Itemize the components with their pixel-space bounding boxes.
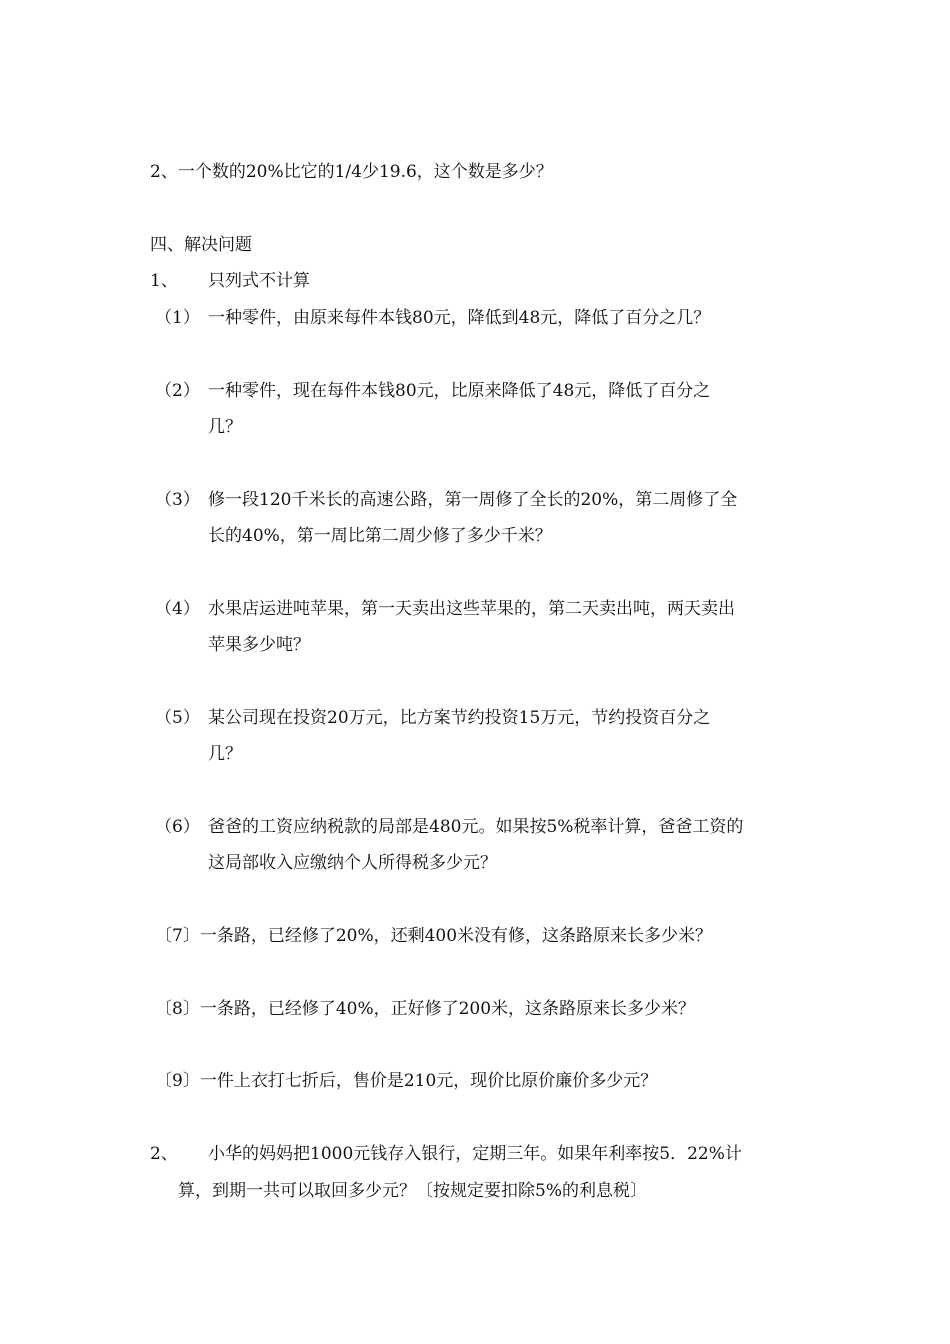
intro-question: 2、一个数的20%比它的1/4少19.6，这个数是多少？	[150, 162, 553, 182]
part1-title: 只列式不计算	[208, 271, 310, 291]
item-text: 爸爸的工资应纳税款的局部是480元。如果按5%税率计算，爸爸工资的	[208, 817, 744, 837]
item-label: （4）	[155, 599, 200, 619]
part2-text: 算，到期一共可以取回多少元？〔按规定要扣除5%的利息税〕	[178, 1181, 647, 1201]
item-text: 长的40%，第一周比第二周少修了多少千米？	[208, 526, 552, 546]
item-label: （1）	[155, 308, 200, 328]
part2-text: 小华的妈妈把1000元钱存入银行，定期三年。如果年利率按5．22%计	[208, 1144, 742, 1164]
item-text: 水果店运进吨苹果，第一天卖出这些苹果的，第二天卖出吨，两天卖出	[208, 599, 735, 619]
item-text: 修一段120千米长的高速公路，第一周修了全长的20%，第二周修了全	[208, 490, 738, 510]
extra-item: 〔8〕一条路，已经修了40%，正好修了200米，这条路原来长多少米？	[155, 999, 696, 1019]
part1-number: 1、	[150, 271, 178, 291]
item-text: 一种零件，由原来每件本钱80元，降低到48元，降低了百分之几？	[208, 308, 711, 328]
item-label: （6）	[155, 817, 200, 837]
item-text: 某公司现在投资20万元，比方案节约投资15万元，节约投资百分之	[208, 708, 711, 728]
item-text: 几？	[208, 417, 242, 437]
section-title: 四、解决问题	[150, 235, 252, 255]
item-text: 一种零件，现在每件本钱80元，比原来降低了48元，降低了百分之	[208, 381, 711, 401]
item-text: 苹果多少吨？	[208, 635, 310, 655]
part2-number: 2、	[150, 1144, 178, 1164]
extra-item: 〔9〕一件上衣打七折后，售价是210元，现价比原价廉价多少元？	[155, 1071, 658, 1091]
item-label: （3）	[155, 490, 200, 510]
item-text: 几？	[208, 744, 242, 764]
item-label: （5）	[155, 708, 200, 728]
extra-item: 〔7〕一条路，已经修了20%，还剩400米没有修，这条路原来长多少米？	[155, 926, 713, 946]
item-text: 这局部收入应缴纳个人所得税多少元？	[208, 853, 497, 873]
item-label: （2）	[155, 381, 200, 401]
